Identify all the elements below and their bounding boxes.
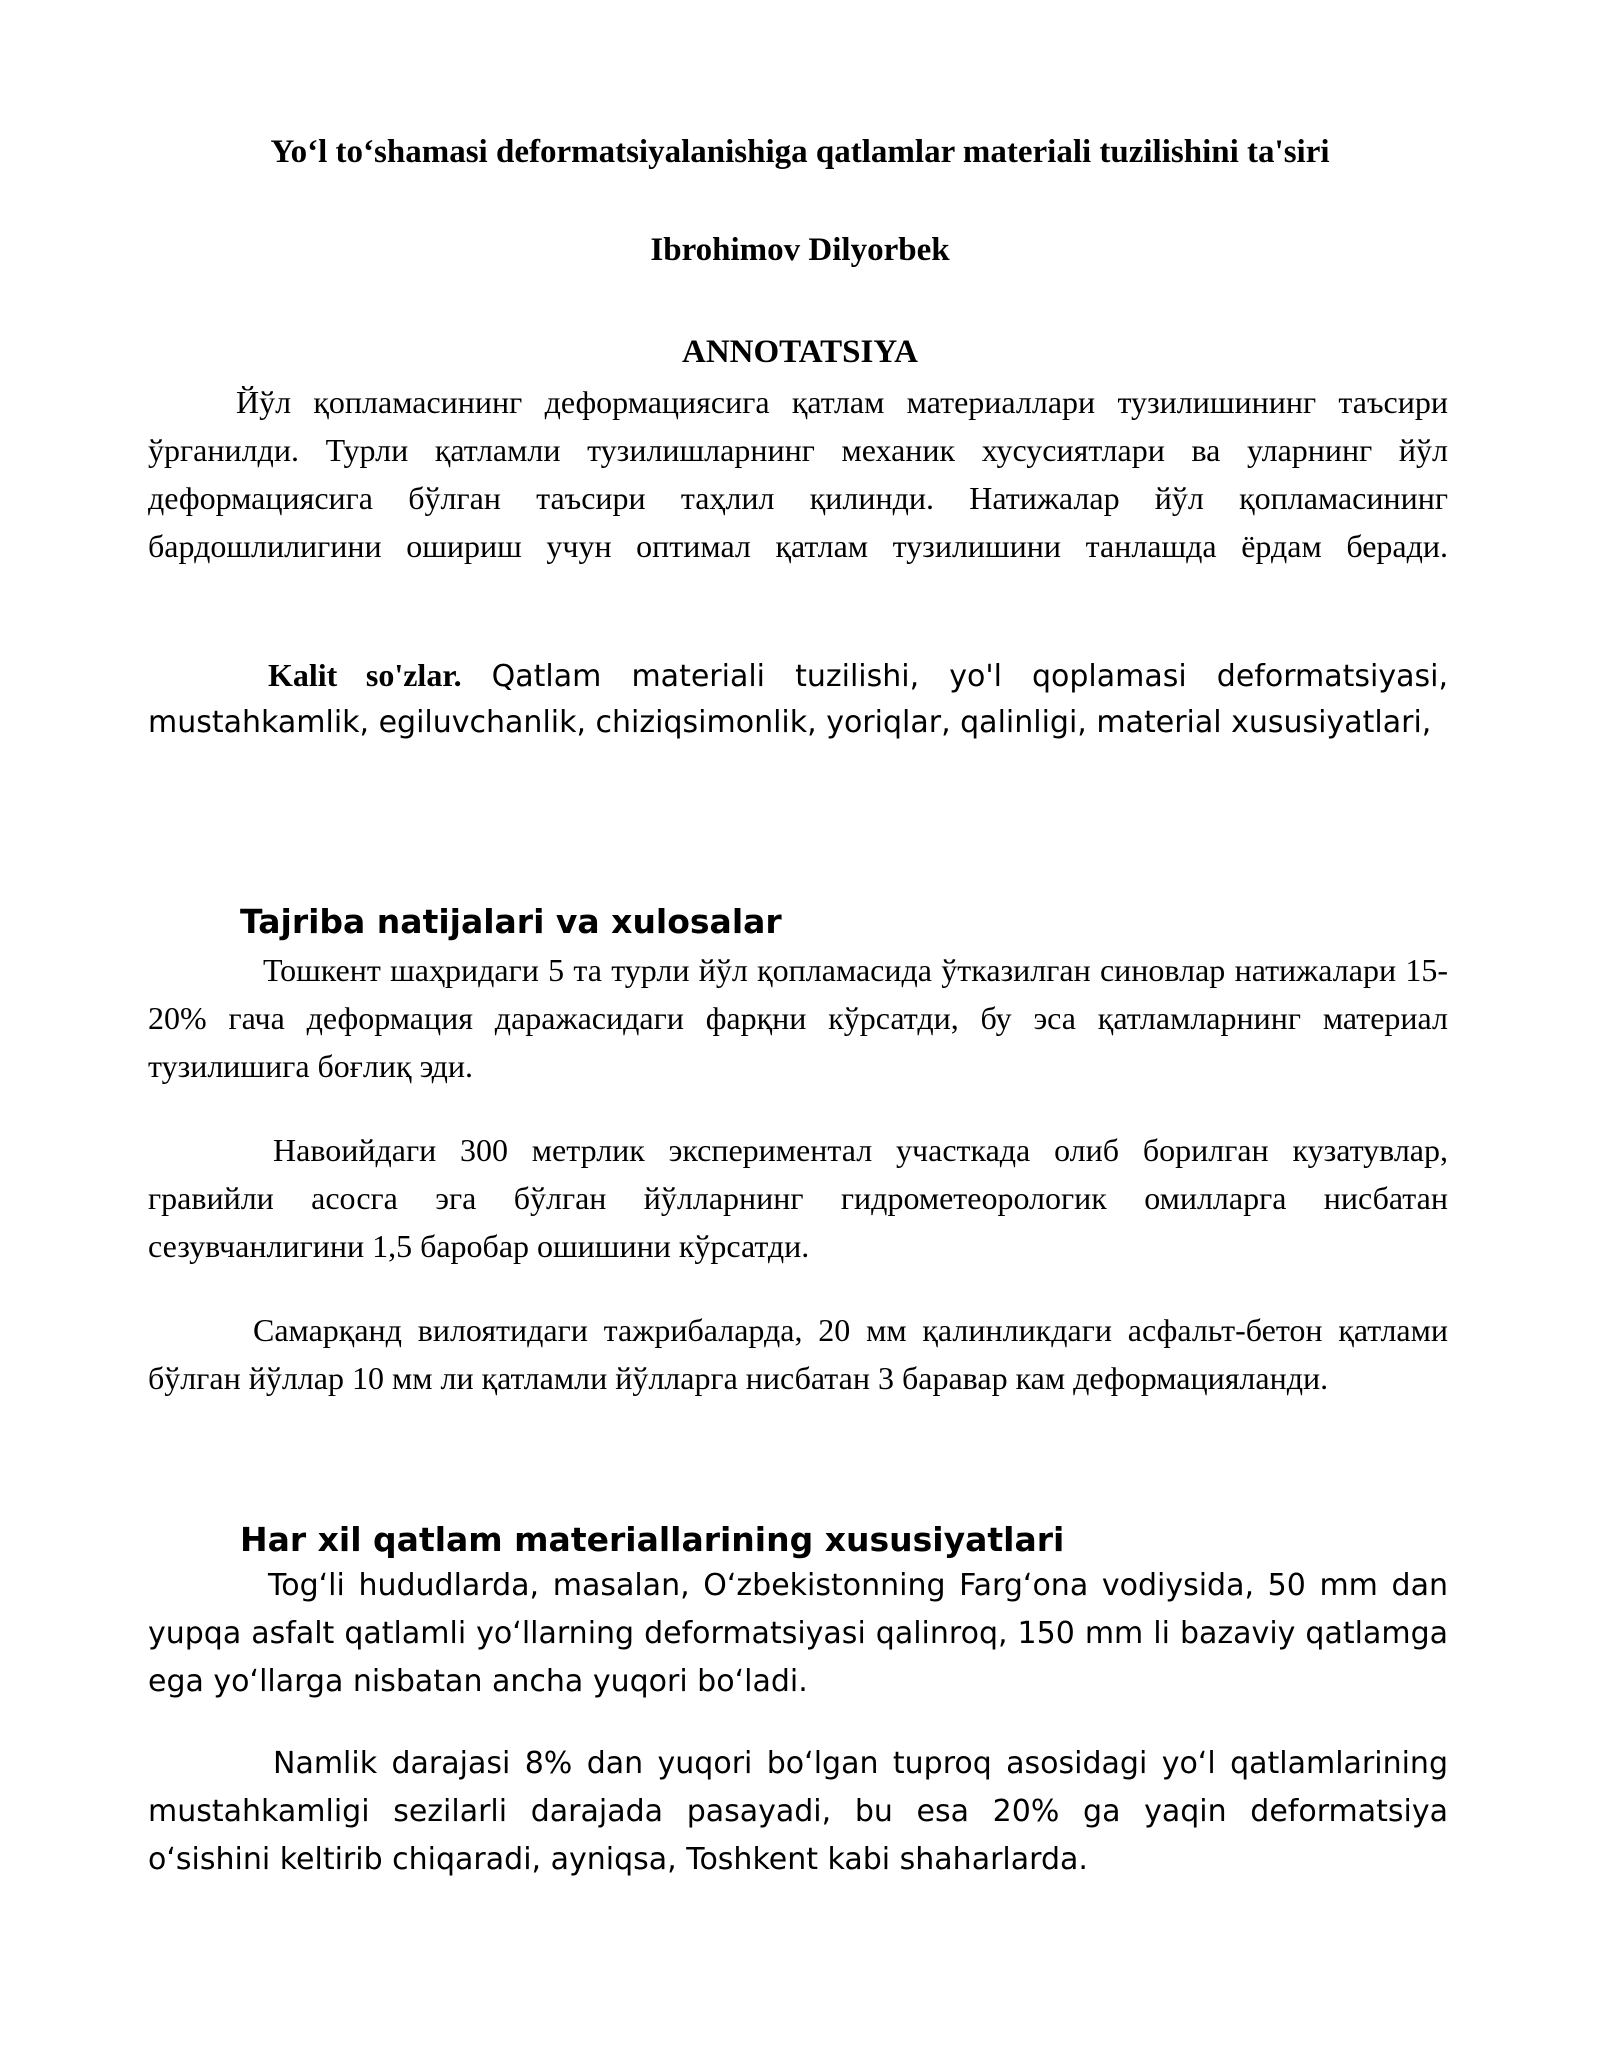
materials-paragraph-2: Namlik darajasi 8% dan yuqori boʻlgan tuproq asosidagi yoʻl qatlamlarining mustahkamligi sezilarli darajada pasayadi, bu esa 20% ga yaqin deformatsiya oʻsishini keltirib chiqaradi, ayniqsa, Toshkent kabi shaharlarda.	[148, 1746, 1448, 1877]
document-title: Yoʻl toʻshamasi deformatsiyalanishiga qatlamlar materiali tuzilishini ta'siri	[270, 134, 1330, 170]
keywords-text: Qatlam materiali tuzilishi, yo'l qoplamasi deformatsiyasi, mustahkamlik, egiluvchanlik, chiziqsimonlik, yoriqlar, qalinligi, material xususiyatlari,	[148, 659, 1448, 740]
section-heading-materials: Har xil qatlam materiallarining xususiyatlari	[240, 1520, 1065, 1559]
results-paragraph-2: Навоийдаги 300 метрлик экспериментал участкада олиб борилган кузатувлар, гравийли асосга эга бўлган йўлларнинг гидрометеорологик омилларга нисбатан сезувчанлигини 1,5 баробар ошишини кўрсатди.	[148, 1132, 1448, 1264]
results-paragraph-1: Тошкент шаҳридаги 5 та турли йўл қопламасида ўтказилган синовлар натижалари 15-20% гача деформация даражасидаги фарқни кўрсатди, бу эса қатламларнинг материал тузилишига боғлиқ эди.	[148, 952, 1448, 1084]
document-author: Ibrohimov Dilyorbek	[650, 232, 950, 268]
materials-paragraph-1: Togʻli hududlarda, masalan, Oʻzbekistonning Fargʻona vodiysida, 50 mm dan yupqa asfalt qatlamli yoʻllarning deformatsiyasi qalinroq, 150 mm li bazaviy qatlamga ega yoʻllarga nisbatan ancha yuqori boʻladi.	[148, 1568, 1448, 1699]
annotation-text: Йўл қопламасининг деформациясига қатлам материаллари тузилишининг таъсири ўрганилди. Турли қатламли тузилишларнинг механик хусусиятлари ва уларнинг йўл деформациясига бўлган таъсири таҳлил қилинди. Натижалар йўл қопламасининг бардошлилигини ошириш учун оптимал қатлам тузилишини танлашда ёрдам беради.	[148, 384, 1448, 564]
keywords-label: Kalit so'zlar.	[268, 657, 462, 693]
keywords-paragraph	[148, 652, 1448, 746]
results-paragraph-3: Самарқанд вилоятидаги тажрибаларда, 20 мм қалинликдаги асфальт-бетон қатлами бўлган йўллар 10 мм ли қатламли йўлларга нисбатан 3 баравар кам деформацияланди.	[148, 1312, 1448, 1396]
annotation-heading: ANNOTATSIYA	[682, 334, 918, 370]
section-heading-results: Tajriba natijalari va xulosalar	[240, 902, 782, 941]
